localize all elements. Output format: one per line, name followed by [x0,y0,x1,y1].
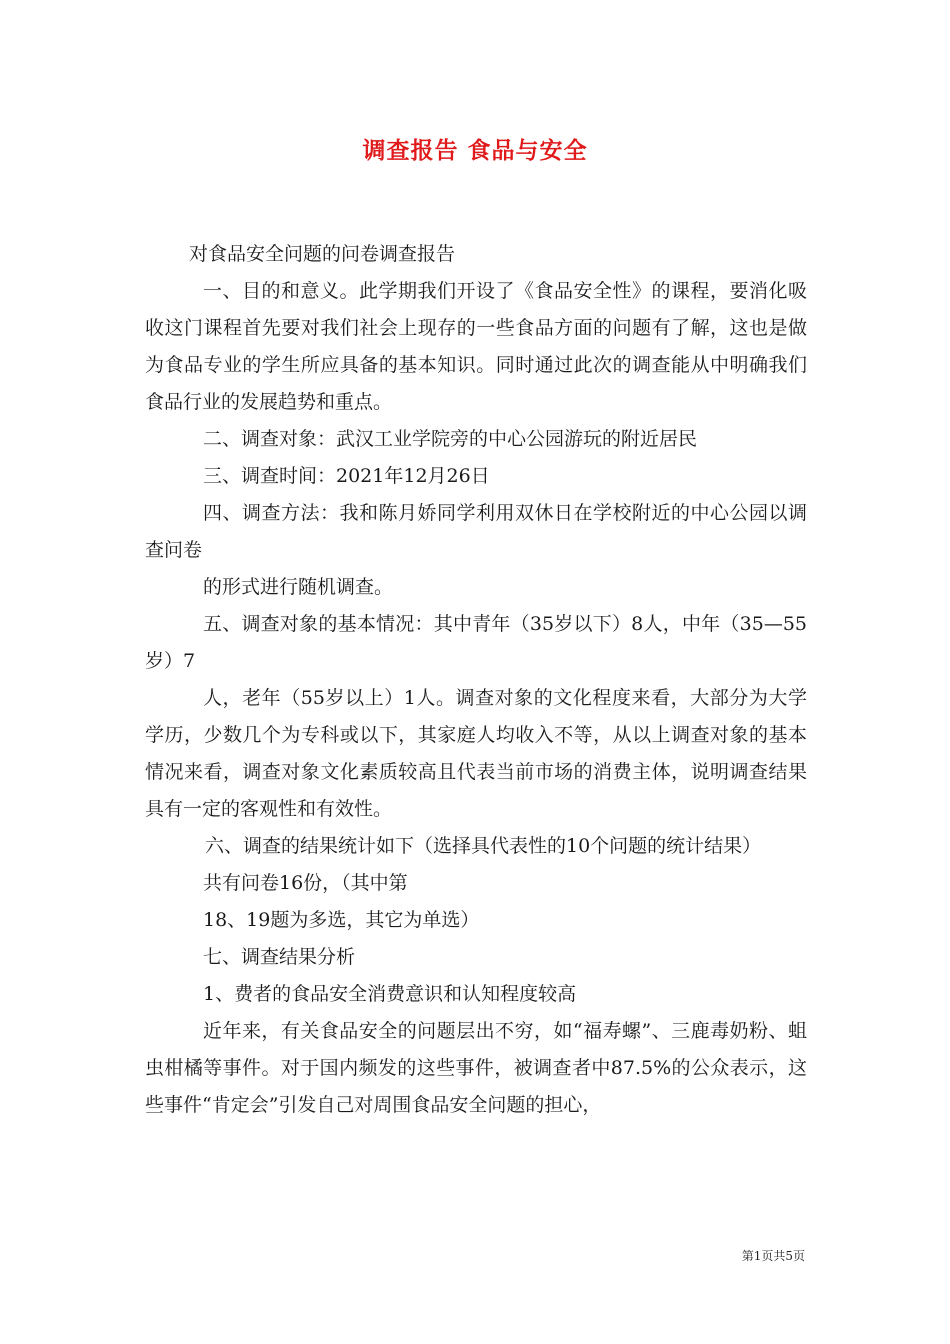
paragraph-method: 四、调查方法：我和陈月娇同学利用双休日在学校附近的中心公园以调查问卷 [145,502,807,561]
paragraph-subjects: 二、调查对象：武汉工业学院旁的中心公园游玩的附近居民 [203,428,698,450]
paragraph-time: 三、调查时间：2021年12月26日 [203,465,490,487]
paragraph-basic-info: 五、调查对象的基本情况：其中青年（35岁以下）8人，中年（35—55岁）7 [145,613,807,672]
paragraph-purpose: 一、目的和意义。此学期我们开设了《食品安全性》的课程，要消化吸收这门课程首先要对我们社会上现存的一些食品方面的问题有了解，这也是做为食品专业的学生所应具备的基本知识。同时通过此次的调查能从中明确我们食品行业的发展趋势和重点。 [145,280,807,413]
paragraph-analysis-1: 1、费者的食品安全消费意识和认知程度较高 [203,983,577,1005]
paragraph-basic-info-cont: 人，老年（55岁以上）1人。调查对象的文化程度来看，大部分为大学学历，少数几个为专科或以下，其家庭人均收入不等，从以上调查对象的基本情况来看，调查对象文化素质较高且代表当前市场的消费主体，说明调查结果具有一定的客观性和有效性。 [145,687,807,820]
paragraph-multiple-choice: 18、19题为多选，其它为单选） [203,909,480,931]
paragraph-analysis-heading: 七、调查结果分析 [203,946,356,968]
document-title: 调查报告 食品与安全 [362,138,588,164]
document-body [145,236,807,1124]
page-number: 第1页共5页 [741,1249,805,1263]
paragraph-questionnaire-count: 共有问卷16份，（其中第 [203,872,408,894]
paragraph-results: 六、调查的结果统计如下（选择具代表性的10个问题的统计结果） [205,835,762,857]
paragraph-method-cont: 的形式进行随机调查。 [203,576,394,598]
paragraph-recent-years: 近年来，有关食品安全的问题层出不穷，如“福寿螺”、三鹿毒奶粉、蛆虫柑橘等事件。对于国内频发的这些事件，被调查者中87.5%的公众表示，这些事件“肯定会”引发自己对周围食品安全问题的担心， [145,1020,807,1116]
paragraph-heading: 对食品安全问题的问卷调查报告 [189,243,456,265]
